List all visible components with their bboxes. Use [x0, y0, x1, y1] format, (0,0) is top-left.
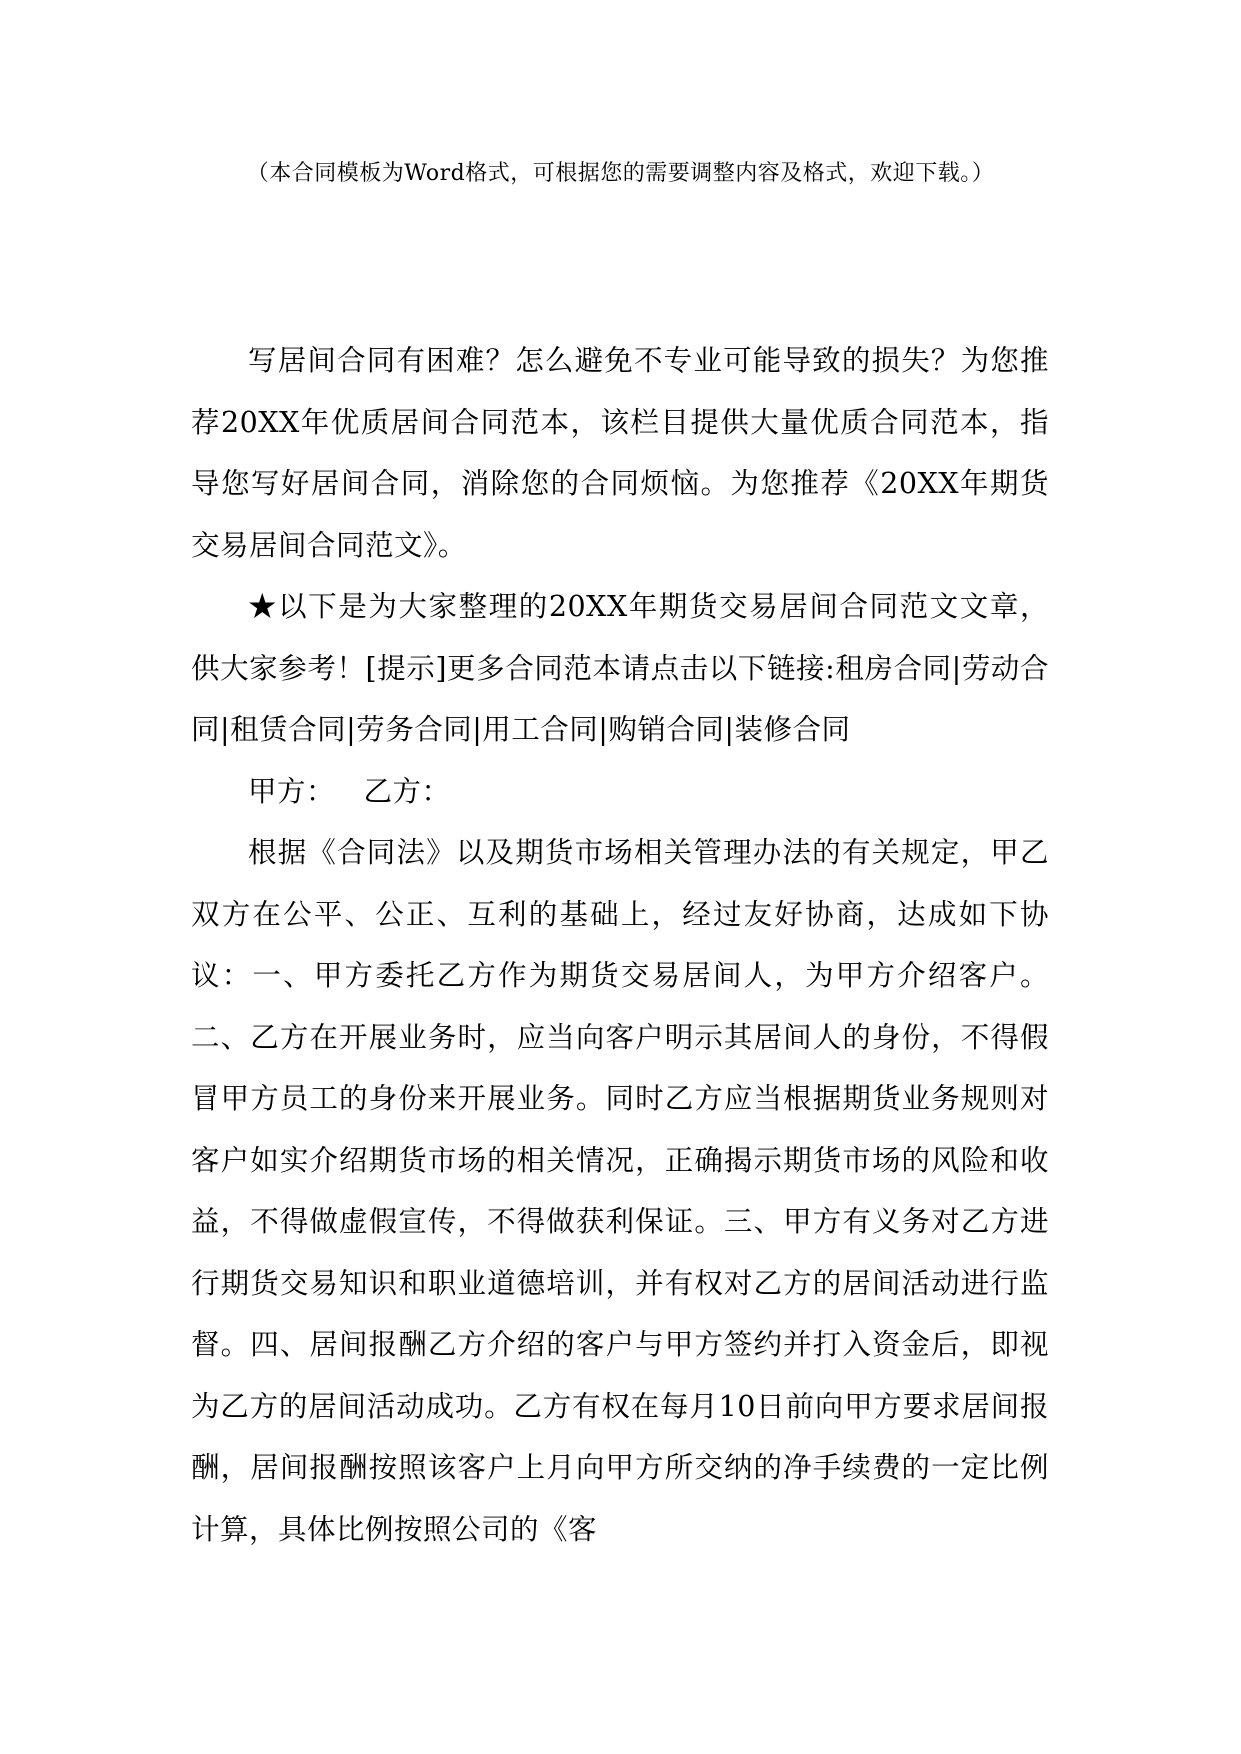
clauses-paragraph: 根据《合同法》以及期货市场相关管理办法的有关规定，甲乙双方在公平、公正、互利的基础上，经过友好协商，达成如下协议：一、甲方委托乙方作为期货交易居间人，为甲方介绍客户。二、乙方在开展业务时，应当向客户明示其居间人的身份，不得假冒甲方员工的身份来开展业务。同时乙方应当根据期货业务规则对客户如实介绍期货市场的相关情况，正确揭示期货市场的风险和收益，不得做虚假宣传，不得做获利保证。三、甲方有义务对乙方进行期货交易知识和职业道德培训，并有权对乙方的居间活动进行监督。四、居间报酬乙方介绍的客户与甲方签约并打入资金后，即视为乙方的居间活动成功。乙方有权在每月10日前向甲方要求居间报酬，居间报酬按照该客户上月向甲方所交纳的净手续费的一定比例计算，具体比例按照公司的《客: [191, 836, 1049, 1546]
party-b-label: 乙方：: [363, 774, 451, 808]
parties-line: [191, 761, 1049, 823]
template-note: （本合同模板为Word格式，可根据您的需要调整内容及格式，欢迎下载。）: [246, 161, 995, 186]
document-body: [191, 330, 1049, 1560]
intro-paragraph: 写居间合同有困难？怎么避免不专业可能导致的损失？为您推荐20XX年优质居间合同范本，该栏目提供大量优质合同范本，指导您写好居间合同，消除您的合同烦恼。为您推荐《20XX年期货交易居间合同范文》。: [191, 344, 1049, 562]
party-a-label: 甲方：: [248, 774, 336, 808]
featured-paragraph: ★以下是为大家整理的20XX年期货交易居间合同范文文章，供大家参考！[提示]更多合同范本请点击以下链接:租房合同|劳动合同|租赁合同|劳务合同|用工合同|购销合同|装修合同: [191, 590, 1049, 746]
